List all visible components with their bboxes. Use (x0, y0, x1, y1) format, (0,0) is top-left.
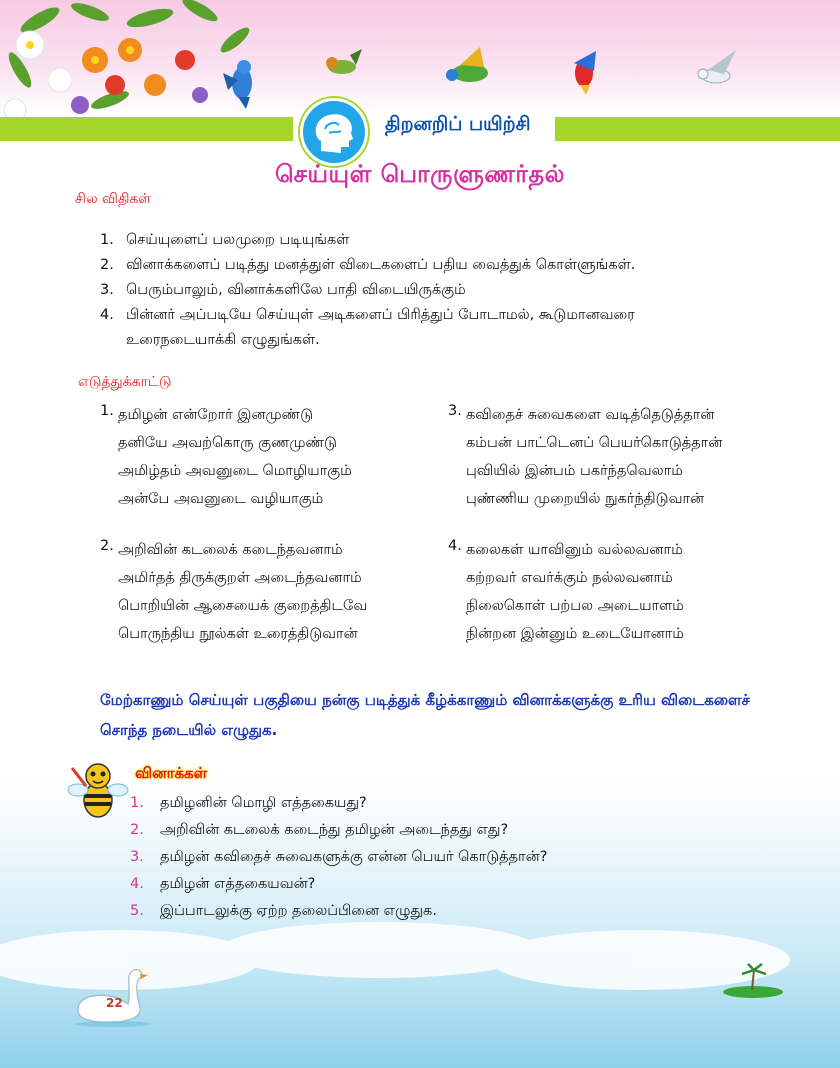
questions-label: வினாக்கள் (135, 764, 208, 782)
rule-item (100, 253, 740, 278)
poem-number: 2. (100, 538, 114, 554)
palm-island-illustration (718, 960, 788, 1000)
poem-line: கலைகள் யாவினும் வல்லவனாம் (466, 542, 683, 558)
swan-illustration (68, 960, 158, 1028)
macaw-illustration (560, 45, 610, 95)
example-label: எடுத்துக்காட்டு (78, 374, 172, 390)
header-band-left (0, 117, 293, 141)
poem-line: அமிழ்தம் அவனுடை மொழியாகும் (118, 463, 352, 479)
question-item (130, 817, 547, 844)
poem-1 (100, 401, 448, 513)
poem-line: புவியில் இன்பம் பகர்ந்தவெலாம் (466, 463, 683, 479)
poem-line: அறிவின் கடலைக் கடைந்தவனாம் (118, 542, 343, 558)
green-parrot-illustration (440, 45, 500, 95)
question-text: தமிழன் கவிதைச் சுவைகளுக்கு என்ன பெயர் கொடுத்தான்? (160, 849, 548, 865)
rule-item (100, 278, 740, 303)
page-number: 22 (106, 996, 123, 1010)
poem-line: நிலைகொள் பற்பல அடையாளம் (466, 598, 684, 614)
rule-number: 3. (100, 282, 114, 298)
rules-label: சில விதிகள் (75, 191, 152, 207)
poem-line: தமிழன் என்றோர் இனமுண்டு (118, 407, 314, 423)
poem-number: 4. (448, 538, 462, 554)
poem-line: அன்பே அவனுடை வழியாகும் (118, 491, 324, 507)
question-text: தமிழனின் மொழி எத்தகையது? (160, 795, 367, 811)
poem-line: கற்றவர் எவர்க்கும் நல்லவனாம் (466, 570, 673, 586)
rule-number: 4. (100, 307, 114, 323)
question-number: 5. (130, 903, 144, 919)
question-number: 1. (130, 795, 144, 811)
bee-mascot-icon (64, 756, 132, 822)
poem-number: 1. (100, 403, 114, 419)
rule-text: செய்யுளைப் பலமுறை படியுங்கள் (126, 232, 350, 248)
rules-list (100, 228, 740, 353)
page-title: செய்யுள் பொருளுணர்தல் (274, 160, 566, 188)
seagull-illustration (688, 48, 743, 93)
rule-number: 2. (100, 257, 114, 273)
question-number: 4. (130, 876, 144, 892)
poem-line: தனியே அவற்கொரு குணமுண்டு (118, 435, 337, 451)
question-item (130, 790, 547, 817)
poem-4 (448, 536, 796, 648)
instruction-text: மேற்காணும் செய்யுள் பகுதியை நன்கு படித்துக் கீழ்க்காணும் வினாக்களுக்கு உரிய விடைகளைச் சொந்த நடையில் எழுதுக. (100, 691, 750, 739)
question-item (130, 871, 547, 898)
rule-text: பின்னர் அப்படியே செய்யுள் அடிகளைப் பிரித்துப் போடாமல், கூடுமானவரை உரைநடையாக்கி எழுதுங்கள். (126, 307, 635, 348)
bee-eater-bird-illustration (320, 45, 365, 85)
poem-line: நின்றன இன்னும் உடையோனாம் (466, 626, 684, 642)
poem-line: பொருந்திய நூல்கள் உரைத்திடுவான் (118, 626, 358, 642)
brain-head-icon (300, 98, 368, 166)
question-number: 3. (130, 849, 144, 865)
question-text: தமிழன் எத்தகையவன்? (160, 876, 316, 892)
poem-3 (448, 401, 796, 513)
question-text: இப்பாடலுக்கு ஏற்ற தலைப்பினை எழுதுக. (160, 903, 437, 919)
header-band-right (555, 117, 840, 141)
rule-number: 1. (100, 232, 114, 248)
poem-line: கவிதைச் சுவைகளை வடித்தெடுத்தான் (466, 407, 715, 423)
blue-bird-illustration (218, 55, 268, 110)
poem-line: கம்பன் பாட்டெனப் பெயர்கொடுத்தான் (466, 435, 723, 451)
poem-number: 3. (448, 403, 462, 419)
question-item (130, 844, 547, 871)
poem-line: பொறியின் ஆசையைக் குறைத்திடவே (118, 598, 368, 614)
poem-2 (100, 536, 448, 648)
rule-text: வினாக்களைப் படித்து மனத்துள் விடைகளைப் பதிய வைத்துக் கொள்ளுங்கள். (126, 257, 636, 273)
poem-line: புண்ணிய முறையில் நுகர்ந்திடுவான் (466, 491, 705, 507)
rule-item (100, 303, 686, 353)
header-title: திறனறிப் பயிற்சி (385, 113, 531, 135)
rule-text: பெரும்பாலும், வினாக்களிலே பாதி விடையிருக்கும் (126, 282, 466, 298)
poem-line: அமிர்தத் திருக்குறள் அடைந்தவனாம் (118, 570, 362, 586)
question-text: அறிவின் கடலைக் கடைந்து தமிழன் அடைந்தது எது? (160, 822, 509, 838)
rule-item (100, 228, 740, 253)
question-number: 2. (130, 822, 144, 838)
